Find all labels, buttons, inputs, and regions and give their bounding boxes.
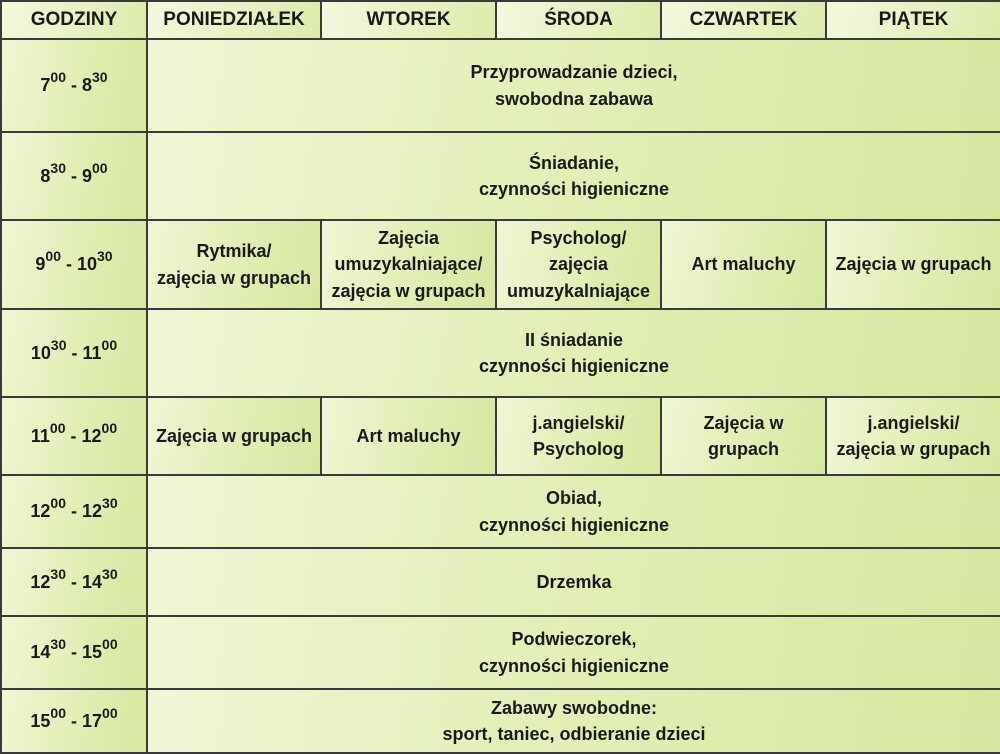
hours-separator: - [66,501,82,522]
cell-line: Śniadanie, [528,152,620,173]
schedule-row [1,220,1000,309]
start-hour: 12 [30,501,51,522]
cell-line: Drzemka [536,571,612,592]
end-hour: 11 [82,342,102,363]
activity-friday [826,397,1000,475]
start-minutes: 00 [50,69,66,86]
end-hour: 17 [82,710,103,731]
schedule-row [1,689,1000,753]
cell-line: umuzykalniające [506,280,651,301]
hours-cell [1,475,147,548]
schedule-row [1,132,1000,220]
cell-line: Rytmika/ [196,241,272,262]
start-hour: 11 [30,425,50,446]
hours-cell [1,220,147,309]
end-minutes: 30 [92,69,108,86]
hours-cell [1,548,147,616]
schedule-row [1,309,1000,397]
start-minutes: 30 [50,336,67,353]
activity-all-days [147,132,1000,220]
header-day-thursday: CZWARTEK [661,1,826,39]
cell-line: Psycholog/ [530,228,627,249]
cell-line: sport, taniec, odbieranie dzieci [442,724,706,744]
activity-all-days [147,616,1000,689]
cell-line: Art maluchy [691,254,796,275]
cell-line: j.angielski/ [532,412,625,433]
cell-line: swobodna zabawa [494,88,654,109]
cell-line: zajęcia [548,254,609,275]
start-minutes: 00 [45,248,61,265]
hours-separator: - [66,342,83,363]
start-minutes: 00 [50,495,66,512]
activity-tuesday [321,220,496,309]
hours-separator: - [66,571,82,592]
cell-line: czynności higieniczne [478,514,670,535]
activity-all-days [147,689,1000,753]
start-hour: 9 [35,254,46,275]
hours-cell [1,309,147,397]
hours-separator: - [66,165,82,186]
hours-separator: - [66,75,82,96]
hours-separator: - [66,710,82,731]
end-minutes: 30 [97,248,113,265]
hours-cell [1,39,147,132]
cell-line: II śniadanie [524,329,624,350]
header-day-friday: PIĄTEK [826,1,1000,39]
cell-line: Zajęcia w [703,412,784,433]
cell-line: czynności higieniczne [478,655,670,676]
cell-line: zajęcia w grupach [156,267,312,288]
end-hour: 10 [76,254,98,275]
activity-friday [826,220,1000,309]
activity-wednesday [496,397,661,475]
cell-line: Zajęcia [377,228,440,249]
end-minutes: 00 [101,336,118,353]
start-hour: 14 [30,642,51,663]
start-minutes: 30 [50,636,66,653]
activity-all-days [147,548,1000,616]
cell-line: czynności higieniczne [478,179,670,199]
start-hour: 10 [30,342,51,363]
end-hour: 8 [82,75,93,96]
cell-line: umuzykalniające/ [334,254,483,275]
schedule-row [1,475,1000,548]
activity-tuesday [321,397,496,475]
cell-line: Psycholog [532,439,625,459]
start-hour: 8 [40,165,51,186]
cell-line: grupach [707,439,779,459]
end-minutes: 00 [102,704,118,721]
start-minutes: 30 [50,159,66,176]
activity-all-days [147,309,1000,397]
header-day-tuesday: WTOREK [321,1,496,39]
end-minutes: 00 [102,636,118,653]
cell-line: Zabawy swobodne: [490,697,658,718]
start-minutes: 00 [50,704,66,721]
hours-separator: - [66,642,82,663]
cell-line: j.angielski/ [867,412,960,433]
start-minutes: 00 [49,419,66,436]
schedule-row [1,616,1000,689]
hours-cell [1,616,147,689]
activity-monday [147,220,321,309]
activity-thursday [661,220,826,309]
header-row [1,1,1000,39]
activity-all-days [147,39,1000,132]
schedule-row [1,397,1000,475]
start-hour: 12 [30,571,51,592]
cell-line: Obiad, [545,488,602,509]
start-hour: 15 [30,710,51,731]
end-minutes: 30 [102,565,118,582]
cell-line: zajęcia w grupach [331,280,486,301]
header-day-wednesday: ŚRODA [496,1,661,39]
end-hour: 12 [82,501,103,522]
hours-separator: - [65,425,82,446]
start-minutes: 30 [50,565,66,582]
start-hour: 7 [40,75,51,96]
end-minutes: 00 [101,419,118,436]
cell-line: Art maluchy [356,425,461,446]
end-minutes: 00 [92,159,108,176]
hours-cell [1,397,147,475]
cell-line: zajęcia w grupach [836,439,991,459]
schedule-body [1,39,1000,753]
header-day-monday: PONIEDZIAŁEK [147,1,321,39]
activity-thursday [661,397,826,475]
cell-line: Przyprowadzanie dzieci, [470,62,678,83]
end-hour: 15 [82,642,103,663]
end-hour: 9 [82,165,93,186]
activity-all-days [147,475,1000,548]
hours-cell [1,689,147,753]
activity-wednesday [496,220,661,309]
cell-line: Podwieczorek, [511,629,637,650]
activity-monday [147,397,321,475]
hours-cell [1,132,147,220]
cell-line: Zajęcia w grupach [155,425,313,446]
end-hour: 12 [81,425,102,446]
end-hour: 14 [82,571,103,592]
cell-line: Zajęcia w grupach [835,254,992,275]
cell-line: czynności higieniczne [478,356,670,376]
header-hours: GODZINY [1,1,147,39]
hours-separator: - [60,254,77,275]
schedule-row [1,548,1000,616]
schedule-row [1,39,1000,132]
end-minutes: 30 [102,495,118,512]
